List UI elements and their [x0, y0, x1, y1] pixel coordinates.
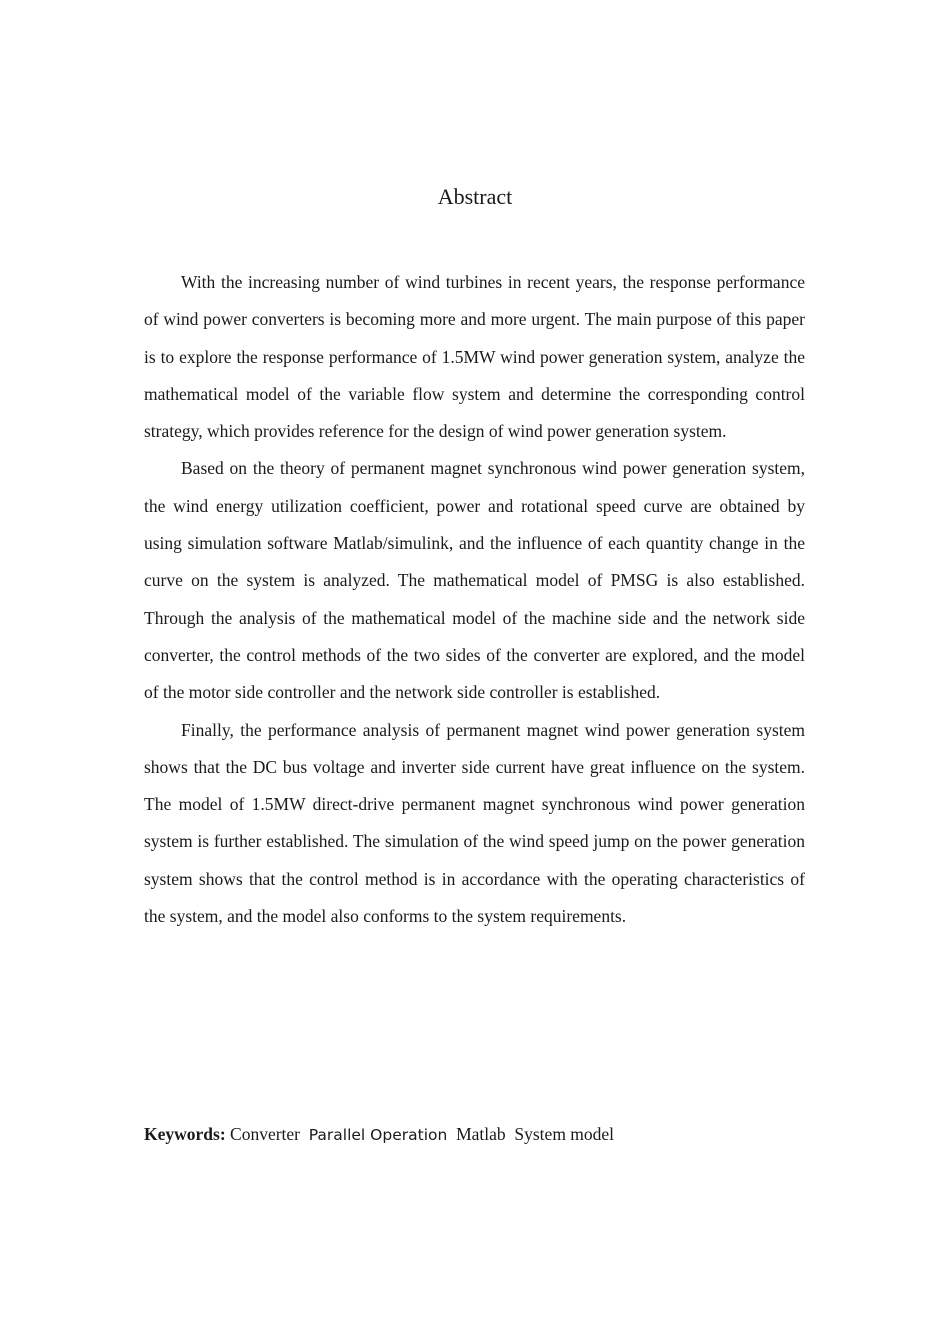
abstract-paragraph-3: Finally, the performance analysis of permanent magnet wind power generation system shows that the DC bus voltage and inverter side current have great influence on the system. The model of 1.5MW direct-drive permanent magnet synchronous wind power generation system is further established. The simulation of the wind speed jump on the power generation system shows that the control method is in accordance with the operating characteristics of the system, and the model also conforms to the system requirements. [144, 719, 805, 927]
keywords-line [144, 1120, 805, 1149]
keyword-converter: Converter [230, 1124, 301, 1144]
keywords-label: Keywords: [144, 1124, 226, 1144]
keyword-matlab: Matlab [456, 1124, 506, 1144]
abstract-body [144, 264, 805, 935]
keyword-system-model: System model [514, 1124, 615, 1144]
keyword-parallel-operation: Parallel Operation [308, 1126, 448, 1144]
abstract-paragraph-2: Based on the theory of permanent magnet synchronous wind power generation system, the wind energy utilization coefficient, power and rotational speed curve are obtained by using simulation software Matlab/simulink, and the influence of each quantity change in the curve on the system is analyzed. The mathematical model of PMSG is also established. Through the analysis of the mathematical model of the machine side and the network side converter, the control methods of the two sides of the converter are explored, and the model of the motor side controller and the network side controller is established. [144, 458, 805, 703]
abstract-title: Abstract [437, 184, 513, 209]
abstract-paragraph-1: With the increasing number of wind turbines in recent years, the response performance of wind power converters is becoming more and more urgent. The main purpose of this paper is to explore the response performance of 1.5MW wind power generation system, analyze the mathematical model of the variable flow system and determine the corresponding control strategy, which provides reference for the design of wind power generation system. [144, 272, 805, 442]
